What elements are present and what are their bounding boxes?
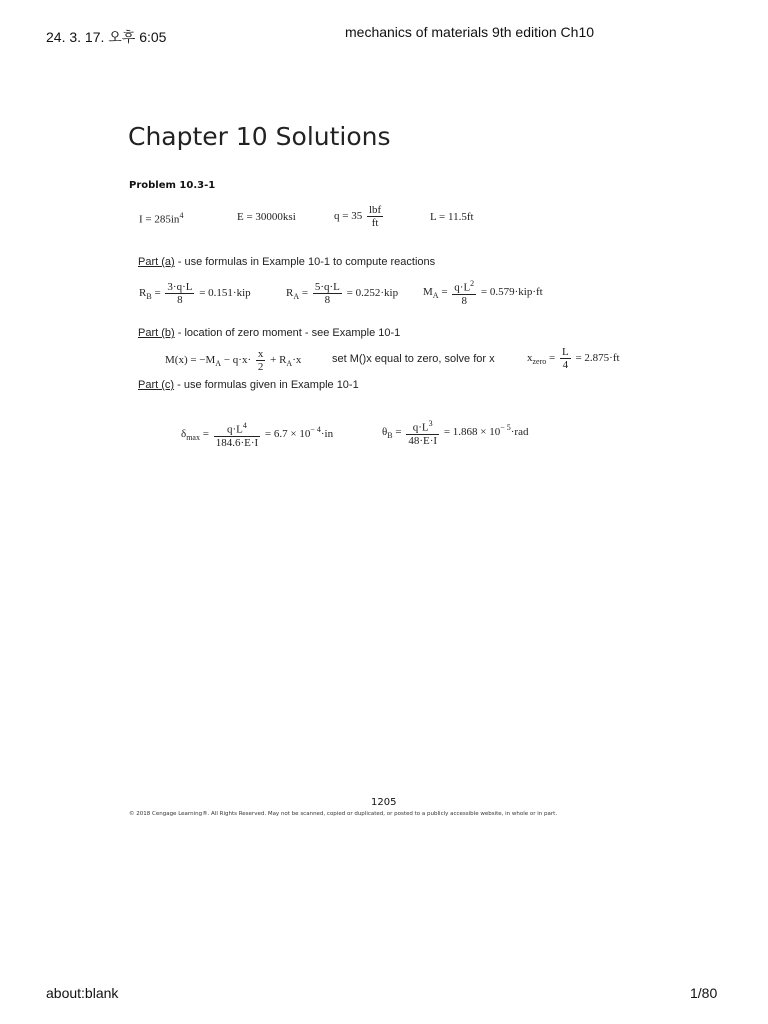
equation-ra: $R_A$ = $\frac{5\cdot q\cdot L}{8}$ = 0.252·kip — [286, 281, 399, 306]
ra-denominator: 8 — [324, 294, 331, 306]
given-q-numerator: lbf — [368, 204, 382, 216]
theta-result-exponent: − 5 — [500, 423, 511, 433]
moment-denominator: 2 — [257, 361, 264, 373]
ma-numerator — [452, 278, 476, 295]
theta-unit: ·rad — [510, 425, 529, 438]
dmax-result-exponent: − 4 — [310, 425, 321, 435]
given-length: L = 11.5ft — [430, 211, 474, 223]
moment-end: ·x — [292, 354, 302, 367]
xzero-result: = 2.875·ft — [575, 352, 620, 365]
equation-moment — [165, 348, 301, 373]
print-datetime: 24. 3. 17. 오후 6:05 — [46, 29, 167, 45]
rb-denominator: 8 — [177, 294, 183, 306]
rb-symbol: R — [139, 287, 147, 300]
part-a-label: Part (a) — [138, 256, 175, 268]
part-c-heading — [138, 379, 359, 391]
part-b-heading — [138, 327, 400, 339]
rb-fraction — [165, 281, 194, 306]
given-load — [334, 204, 385, 229]
part-c-label: Part (c) — [138, 379, 175, 391]
dmax-symbol: δ — [181, 427, 187, 440]
ma-fraction — [452, 278, 476, 307]
xzero-numerator: L — [561, 346, 569, 358]
dmax-subscript: max — [186, 433, 200, 443]
given-q-denominator: ft — [371, 217, 379, 229]
theta-fraction — [406, 418, 439, 447]
equation-ma: $M_A$ = $\frac{q\cdot L^2}{8}$ = 0.579·kip·ft — [423, 279, 543, 307]
ra-subscript: A — [293, 292, 300, 302]
xzero-subscript: zero — [532, 357, 547, 367]
ma-numerator-exponent: 2 — [470, 279, 475, 288]
theta-result: = 1.868 × 10 — [443, 425, 501, 438]
dmax-fraction — [214, 420, 260, 449]
moment-mid: − q·x· — [221, 354, 252, 367]
theta-subscript: B — [387, 431, 393, 441]
ma-subscript: A — [432, 291, 439, 301]
ra-fraction — [313, 281, 342, 306]
equation-deflection-max: $\delta_{max}$ = $\frac{q\cdot L^4}{184.6\cdot E\cdot I}$ = $6.7 \times 10^{- 4}\cdot in$ — [181, 421, 334, 449]
dmax-numerator-exponent: 4 — [242, 421, 247, 430]
theta-numerator — [406, 418, 439, 435]
xzero-fraction — [560, 346, 571, 371]
ra-symbol: R — [286, 287, 294, 300]
moment-sub-a: A — [215, 359, 222, 369]
page-number: 1205 — [371, 797, 397, 808]
copyright-notice: © 2018 Cengage Learning®. All Rights Reserved. May not be scanned, copied or duplicated, or posted to a publicly accessible website, in whole or in part. — [129, 811, 558, 817]
print-page-counter: 1/80 — [690, 985, 718, 1001]
part-a-text: - use formulas in Example 10-1 to compute reactions — [174, 256, 436, 268]
theta-numerator-text: q·L — [412, 421, 429, 434]
moment-sub-a2: A — [286, 359, 293, 369]
part-a-heading — [138, 256, 435, 268]
part-b-label: Part (b) — [138, 327, 175, 339]
rb-numerator: 3·q·L — [167, 281, 193, 293]
moment-lhs: M(x) = −M — [165, 354, 216, 367]
theta-numerator-exponent: 3 — [428, 419, 433, 428]
xzero-symbol: x — [527, 352, 533, 365]
theta-symbol: θ — [382, 425, 388, 438]
rb-result: = 0.151·kip — [199, 287, 251, 300]
given-q-fraction — [367, 204, 383, 229]
moment-tail: + R — [267, 354, 287, 367]
ma-symbol: M — [423, 285, 433, 298]
given-i-exponent: 4 — [179, 211, 184, 220]
given-modulus: E = 30000ksi — [237, 211, 296, 223]
problem-label: Problem 10.3-1 — [129, 180, 216, 191]
dmax-unit: ·in — [320, 427, 334, 440]
ma-denominator: 8 — [461, 294, 467, 307]
part-c-text: - use formulas given in Example 10-1 — [174, 379, 359, 391]
xzero-denominator: 4 — [562, 359, 569, 371]
part-b-instruction: set M()x equal to zero, solve for x — [332, 353, 495, 365]
print-document-title: mechanics of materials 9th edition Ch10 — [345, 24, 595, 40]
given-moment-of-inertia — [139, 211, 183, 226]
dmax-result: = 6.7 × 10 — [264, 427, 311, 440]
given-q-text: q = 35 — [334, 210, 363, 223]
equation-rotation-b: $\theta_B$ = $\frac{q\cdot L^3}{48\cdot E\cdot I}$ = $1.868 \times 10^{- 5}\cdot rad$ — [382, 419, 529, 447]
dmax-numerator — [214, 420, 260, 437]
equation-rb: $R_B$ = $\frac{3\cdot q\cdot L}{8}$ = 0.151·kip — [139, 281, 251, 306]
equation-xzero: $x_{zero}$ = $\frac{L}{4}$ = 2.875·ft — [527, 346, 620, 371]
dmax-numerator-text: q·L — [226, 423, 243, 436]
moment-numerator: x — [257, 348, 264, 360]
print-url: about:blank — [46, 985, 119, 1001]
ma-numerator-text: q·L — [454, 281, 471, 294]
dmax-denominator: 184.6·E·I — [215, 436, 259, 449]
ra-result: = 0.252·kip — [346, 287, 399, 300]
part-b-text: - location of zero moment - see Example 10-1 — [174, 327, 401, 339]
theta-denominator: 48·E·I — [408, 434, 438, 447]
ma-result: = 0.579·kip·ft — [480, 285, 543, 298]
moment-fraction — [256, 348, 266, 373]
given-i-text: I = 285in — [139, 213, 180, 226]
rb-subscript: B — [146, 292, 152, 302]
ra-numerator: 5·q·L — [314, 281, 340, 293]
chapter-title: Chapter 10 Solutions — [128, 122, 391, 151]
